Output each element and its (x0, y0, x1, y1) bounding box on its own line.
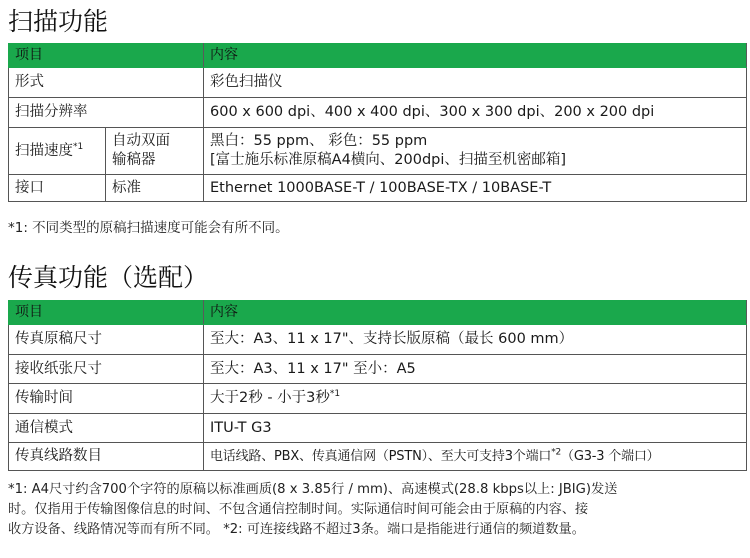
table-row (9, 175, 747, 202)
footnote-line: 时。仅指用于传输图像信息的时间、不包含通信控制时间。实际通信时间可能会由于原稿的内容、接 (8, 502, 589, 517)
footnote-mark: *2 (551, 447, 562, 458)
row-value (204, 128, 747, 175)
speed-label: 扫描速度 (15, 142, 73, 159)
header-item: 项目 (9, 301, 204, 325)
row-label: 传输时间 (9, 384, 204, 414)
fax-section-title: 传真功能（选配） (8, 263, 209, 292)
row-label: 接口 (9, 175, 106, 202)
row-sublabel (106, 128, 204, 175)
table-header-row (9, 44, 747, 68)
value-text: 电话线路、PBX、传真通信网（PSTN）、至大可支持3个端口 (210, 449, 552, 464)
fax-spec-table (8, 300, 747, 471)
value-line: 黑白：55 ppm、 彩色：55 ppm (210, 133, 428, 149)
fax-footnote (8, 480, 748, 540)
value-line: [富士施乐标准原稿A4横向、200dpi、扫描至机密邮箱] (210, 152, 567, 168)
row-label: 通信模式 (9, 414, 204, 443)
table-row (9, 443, 747, 471)
table-row (9, 68, 747, 98)
footnote-mark: *1 (73, 141, 84, 152)
row-value: 至大：A3、11 x 17"、支持长版原稿（最长 600 mm） (204, 325, 747, 355)
sublabel-line: 输稿器 (112, 152, 156, 168)
row-value: 至大：A3、11 x 17" 至小：A5 (204, 355, 747, 384)
table-header-row (9, 301, 747, 325)
table-row (9, 128, 747, 175)
table-row (9, 414, 747, 443)
row-label (9, 128, 106, 175)
row-label: 传真线路数目 (9, 443, 204, 471)
table-row (9, 98, 747, 128)
table-row (9, 325, 747, 355)
footnote-line: *1: A4尺寸约含700个字符的原稿以标准画质(8 x 3.85行 / mm)、高速模式(28.8 kbps以上: JBIG)发送 (8, 482, 618, 497)
row-value: ITU-T G3 (204, 414, 747, 443)
table-row (9, 355, 747, 384)
header-content: 内容 (204, 44, 747, 68)
row-label: 传真原稿尺寸 (9, 325, 204, 355)
footnote-mark: *1 (329, 389, 341, 400)
row-label: 形式 (9, 68, 204, 98)
header-item: 项目 (9, 44, 204, 68)
value-text: （G3-3 个端口） (561, 449, 660, 464)
row-value (204, 384, 747, 414)
row-sublabel: 标准 (106, 175, 204, 202)
table-row (9, 384, 747, 414)
row-label: 接收纸张尺寸 (9, 355, 204, 384)
footnote-line: 收方设备、线路情况等而有所不同。 *2: 可连接线路不超过3条。端口是指能进行通信的频道数量。 (8, 522, 585, 537)
scan-spec-table (8, 43, 747, 202)
row-value: 600 x 600 dpi、400 x 400 dpi、300 x 300 dpi、200 x 200 dpi (204, 98, 747, 128)
value-text: 大于2秒 - 小于3秒 (210, 390, 330, 406)
row-label: 扫描分辨率 (9, 98, 204, 128)
scan-section-title: 扫描功能 (8, 7, 109, 36)
header-content: 内容 (204, 301, 747, 325)
row-value (204, 443, 747, 471)
row-value: Ethernet 1000BASE-T / 100BASE-TX / 10BASE-T (204, 175, 747, 202)
scan-footnote: *1: 不同类型的原稿扫描速度可能会有所不同。 (8, 220, 289, 236)
sublabel-line: 自动双面 (112, 133, 170, 149)
row-value: 彩色扫描仪 (204, 68, 747, 98)
